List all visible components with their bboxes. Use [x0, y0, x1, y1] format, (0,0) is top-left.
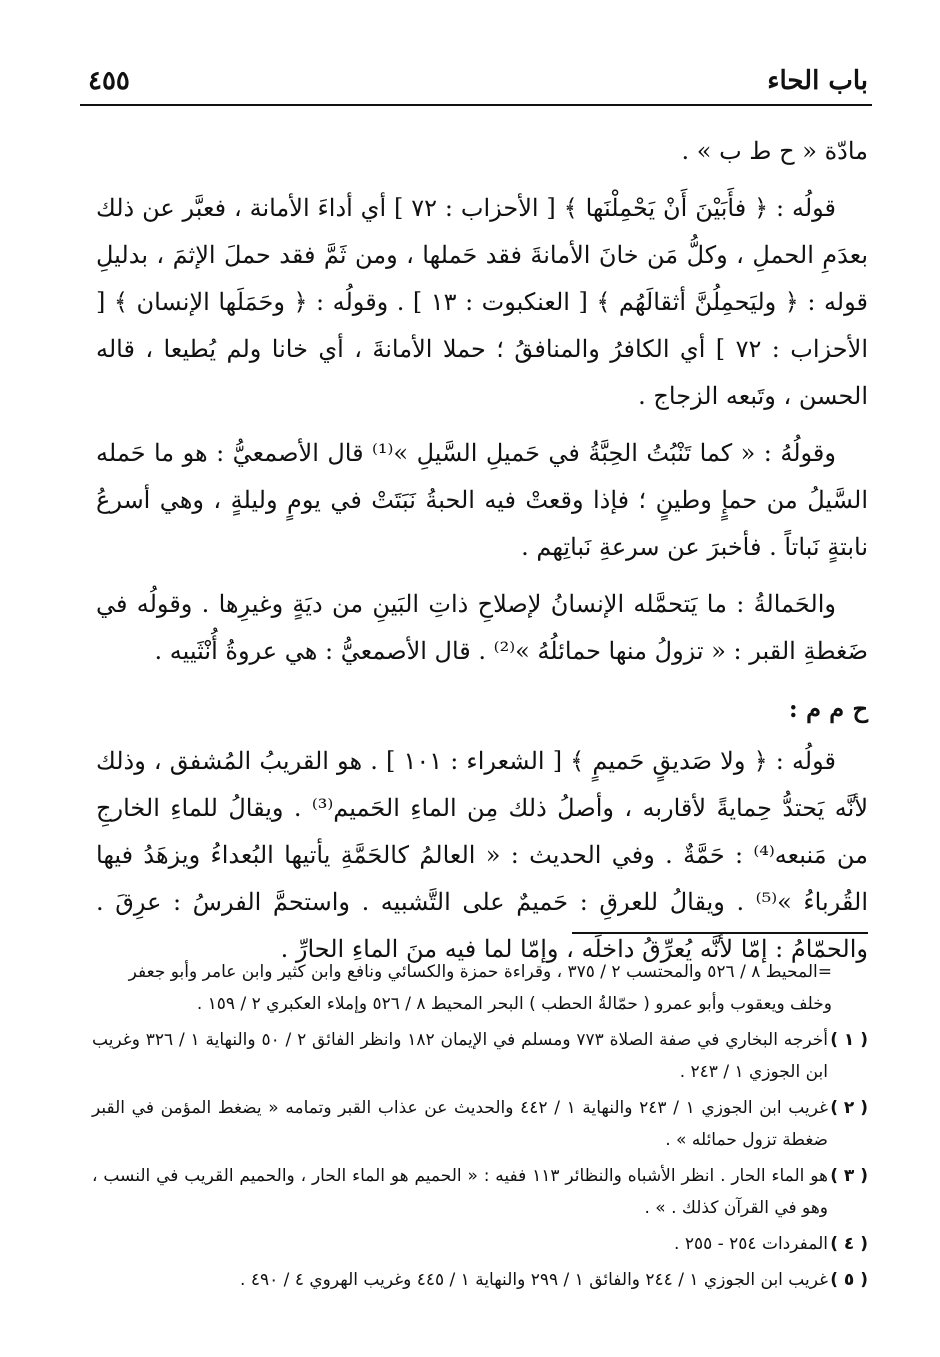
page-header [88, 62, 868, 102]
footnote-number: ( ١ ) [830, 1030, 868, 1050]
paragraph: وقولُهُ : « كما تَنْبُتُ الحِبَّةُ في حَميلِ السَّيلِ »⁽¹⁾ قال الأصمعيُّ : هو ما حَمله السَّيلُ من حمإٍ وطينٍ ؛ فإذا وقعتْ فيه الحبةُ نَبَتَتْ في يومٍ وليلةٍ ، وهي أسرعُ نابتةٍ نَباتاً . فأخبرَ عن سرعةِ نَباتِهم . [96, 439, 868, 561]
chapter-title: باب الحاء [767, 66, 868, 96]
footnote-item [92, 1160, 868, 1224]
paragraph: قولُه : ﴿ فأَبَيْنَ أَنْ يَحْمِلْنَها ﴾ [ الأحزاب : ٧٢ ] أي أداءَ الأمانة ، فعبَّر عن ذلك بعدَمِ الحملِ ، وكلُّ مَن خانَ الأمانةَ فقد حَملها ، ومن ثَمَّ فقد حملَ الإثمَ ، بدليلِ قوله : ﴿ وليَحمِلُنَّ أثقالَهُم ﴾ [ العنكبوت : ١٣ ] . وقولُه : ﴿ وحَمَلَها الإنسان ﴾ [ الأحزاب : ٧٢ ] أي الكافرُ والمنافقُ ؛ حملا الأمانةَ ، أي خانا ولم يُطيعا ، قاله الحسن ، وتَبعه الزجاج . [96, 194, 868, 410]
footnote-text: غريب ابن الجوزي ١ / ٢٤٣ والنهاية ١ / ٤٤٢ والحديث عن عذاب القبر وتمامه « يضغط المؤمن في القبر ضغطة تزول حمائله » . [92, 1098, 828, 1150]
section-heading: ح م م : [788, 694, 868, 723]
footnote-text: أخرجه البخاري في صفة الصلاة ٧٧٣ ومسلم في الإيمان ١٨٢ وانظر الفائق ٢ / ٥٠ والنهاية ١ / ٣٢٦ وغريب ابن الجوزي ١ / ٢٤٣ . [92, 1030, 828, 1082]
page-number: ٤٥٥ [88, 66, 130, 96]
paragraph: والحَمالةُ : ما يَتحمَّله الإنسانُ لإصلاحِ ذاتِ البَينِ من ديَةٍ وغيرِها . وقولُه في ضَغطةِ القبر : « تزولُ منها حمائلُهُ »⁽²⁾ . قال الأصمعيُّ : هي عروةُ أُنْثَييه . [96, 590, 868, 665]
entry-title: مادّة « ح ط ب » . [681, 137, 868, 165]
footnote-text: غريب ابن الجوزي ١ / ٢٤٤ والفائق ١ / ٢٩٩ والنهاية ١ / ٤٤٥ وغريب الهروي ٤ / ٤٩٠ . [240, 1270, 828, 1290]
paragraph: قولُه : ﴿ ولا صَديقٍ حَميمٍ ﴾ [ الشعراء : ١٠١ ] . هو القريبُ المُشفق ، وذلك لأنَّه يَحتدُّ حِمايةً لأقاربه ، وأصلُ ذلك مِن الماءِ الحَميم⁽³⁾ . ويقالُ للماءِ الخارجِ من مَنبعه⁽⁴⁾ : حَمَّةٌ . وفي الحديث : « العالمُ كالحَمَّةِ يأتيها البُعداءُ ويزهَدُ فيها القُرباءُ »⁽⁵⁾ . ويقالُ للعرقِ : حَميمٌ على التَّشبيه . واستحمَّ الفرسُ : عرِقَ . والحمّامُ : إمّا لأنَّه يُعرِّقُ داخلَه ، وإمّا لما فيه منَ الماءِ الحارِّ . [96, 747, 869, 963]
footnote-number: ( ٥ ) [830, 1270, 868, 1290]
main-text [96, 128, 868, 983]
header-rule [80, 104, 872, 106]
footnote-number: ( ٣ ) [830, 1166, 868, 1186]
footnotes [92, 956, 868, 1300]
footnote-continuation: =المحيط ٨ / ٥٢٦ والمحتسب ٢ / ٣٧٥ ، وقراءة حمزة والكسائي ونافع وابن كثير وابن عامر وأبو جعفر وخلف ويعقوب وأبو عمرو ( حمّالةُ الحطب ) البحر المحيط ٨ / ٥٢٦ وإملاء العكبري ٢ / ١٥٩ . [128, 962, 832, 1014]
footnote-number: ( ٢ ) [830, 1098, 868, 1118]
footnote-item [92, 1092, 868, 1156]
footnote-text: هو الماء الحار . انظر الأشباه والنظائر ١١٣ ففيه : « الحميم هو الماء الحار ، والحميم القريب في النسب ، وهو في القرآن كذلك . » . [92, 1166, 828, 1218]
footnote-text: المفردات ٢٥٤ - ٢٥٥ . [674, 1234, 828, 1254]
footnote-item [92, 1228, 868, 1260]
footnote-rule [572, 932, 868, 934]
footnote-item [92, 1024, 868, 1088]
footnote-item [92, 1264, 868, 1296]
footnote-number: ( ٤ ) [830, 1234, 868, 1254]
